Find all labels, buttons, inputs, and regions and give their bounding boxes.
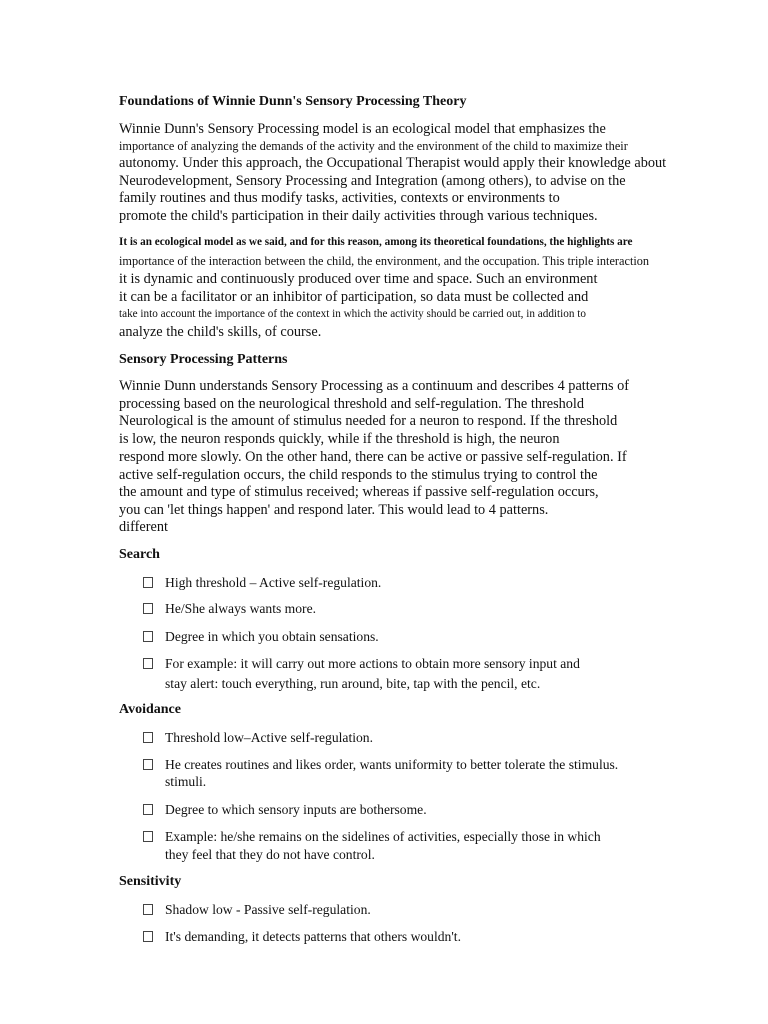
ecological-line: importance of the interaction between the child, the environment, and the occupation. This triple interaction — [119, 254, 650, 268]
avoidance-item: Degree to which sensory inputs are bothersome. — [165, 802, 427, 817]
patterns-line: Winnie Dunn understands Sensory Processing as a continuum and describes 4 patterns of — [119, 378, 630, 394]
avoidance-item: Threshold low–Active self-regulation. — [165, 730, 374, 745]
patterns-line: the amount and type of stimulus received; whereas if passive self-regulation occurs, — [119, 484, 599, 500]
ecological-line: it is dynamic and continuously produced over time and space. Such an environment — [119, 271, 598, 287]
document-title: Foundations of Winnie Dunn's Sensory Processing Theory — [119, 94, 467, 109]
patterns-line: you can 'let things happen' and respond later. This would lead to 4 patterns. — [119, 502, 549, 518]
search-item: Degree in which you obtain sensations. — [165, 629, 379, 644]
search-item: For example: it will carry out more actions to obtain more sensory input and — [165, 656, 580, 671]
bullet-box-icon — [143, 804, 153, 815]
patterns-line: Neurological is the amount of stimulus needed for a neuron to respond. If the threshold — [119, 413, 618, 429]
patterns-line: different — [119, 519, 168, 535]
intro-line: family routines and thus modify tasks, activities, contexts or environments to — [119, 190, 560, 206]
bullet-box-icon — [143, 904, 153, 915]
intro-line: promote the child's participation in their daily activities through various techniques. — [119, 208, 598, 224]
sensitivity-item: Shadow low - Passive self-regulation. — [165, 902, 371, 917]
sensitivity-item: It's demanding, it detects patterns that others wouldn't. — [165, 929, 461, 944]
patterns-line: is low, the neuron responds quickly, while if the threshold is high, the neuron — [119, 431, 560, 447]
patterns-heading: Sensory Processing Patterns — [119, 352, 288, 367]
avoidance-item: Example: he/she remains on the sidelines of activities, especially those in which — [165, 829, 601, 844]
avoidance-item: He creates routines and likes order, wants uniformity to better tolerate the stimulus. — [165, 757, 619, 772]
search-heading: Search — [119, 547, 160, 562]
ecological-line: It is an ecological model as we said, and for this reason, among its theoretical foundations, the highlights are — [119, 236, 633, 248]
bullet-box-icon — [143, 931, 153, 942]
ecological-line: analyze the child's skills, of course. — [119, 324, 322, 340]
intro-line: autonomy. Under this approach, the Occupational Therapist would apply their knowledge about — [119, 155, 667, 171]
patterns-line: processing based on the neurological threshold and self-regulation. The threshold — [119, 396, 585, 412]
bullet-box-icon — [143, 631, 153, 642]
sensitivity-heading: Sensitivity — [119, 874, 182, 889]
patterns-line: active self-regulation occurs, the child responds to the stimulus trying to control the — [119, 467, 598, 483]
avoidance-heading: Avoidance — [119, 702, 181, 717]
intro-line: Winnie Dunn's Sensory Processing model is an ecological model that emphasizes the — [119, 121, 606, 137]
bullet-box-icon — [143, 759, 153, 770]
avoidance-item-continued: they feel that they do not have control. — [165, 847, 375, 862]
avoidance-item-continued: stimuli. — [165, 774, 207, 789]
search-item: He/She always wants more. — [165, 601, 317, 616]
patterns-line: respond more slowly. On the other hand, there can be active or passive self-regulation. If — [119, 449, 627, 465]
search-item: High threshold – Active self-regulation. — [165, 575, 382, 590]
intro-line: importance of analyzing the demands of the activity and the environment of the child to maximize their — [119, 139, 628, 153]
bullet-box-icon — [143, 658, 153, 669]
bullet-box-icon — [143, 732, 153, 743]
ecological-line: it can be a facilitator or an inhibitor of participation, so data must be collected and — [119, 289, 589, 305]
ecological-line: take into account the importance of the context in which the activity should be carried out, in addition to — [119, 308, 586, 320]
bullet-box-icon — [143, 831, 153, 842]
bullet-box-icon — [143, 603, 153, 614]
search-item-continued: stay alert: touch everything, run around, bite, tap with the pencil, etc. — [165, 676, 541, 691]
bullet-box-icon — [143, 577, 153, 588]
intro-line: Neurodevelopment, Sensory Processing and Integration (among others), to advise on the — [119, 173, 626, 189]
